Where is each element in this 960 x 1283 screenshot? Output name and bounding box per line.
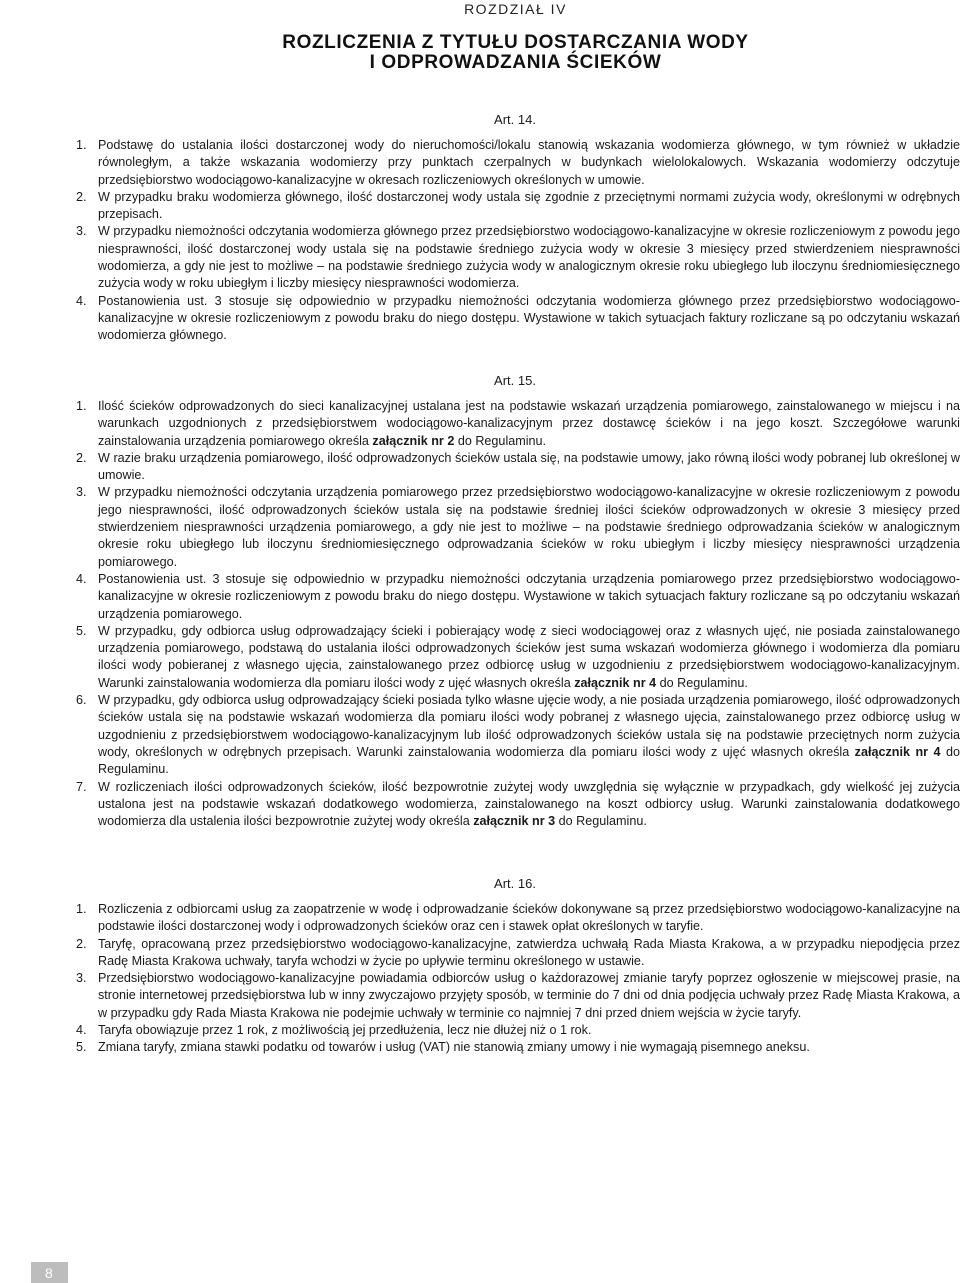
list-item bbox=[70, 223, 960, 292]
item-number: 2. bbox=[76, 189, 87, 204]
article-items bbox=[70, 137, 960, 345]
list-item bbox=[70, 692, 960, 778]
list-item bbox=[70, 901, 960, 936]
item-number: 4. bbox=[76, 571, 87, 586]
page-number: 8 bbox=[45, 1265, 53, 1281]
list-item bbox=[70, 450, 960, 485]
item-text: W przypadku niemożności odczytania wodomierza głównego przez przedsiębiorstwo wodociągowo-kanalizacyjne w okresie rozliczeniowym z powodu jego niesprawności, ilość dostarczonej wody ustala się na podstawie średniego zużycia wody w okresie 3 miesięcy przed stwierdzeniem niesprawności wodomierza, a gdy nie jest to możliwe – na podstawie średniego zużycia wody w analogicznym okresie roku ubiegłego lub iloczynu średniomiesięcznego zużycia wody w roku ubiegłym i liczby miesięcy niesprawności wodomierza. bbox=[98, 224, 960, 291]
item-text: W razie braku urządzenia pomiarowego, ilość odprowadzonych ścieków ustala się, na podstawie umowy, jako równą ilości wody pobranej lub określonej w umowie. bbox=[98, 450, 960, 483]
item-text: W przypadku, gdy odbiorca usług odprowadzający ścieki posiada tylko własne ujęcie wody, a nie posiada urządzenia pomiarowego, ilość odprowadzonych ścieków ustala się na podstawie wskazań wodomierza dla pomiaru ilości wody pobranej z własnego ujęcia, zainstalowanego przez odbiorcę usług w uzgodnieniu z przedsiębiorstwem wodociągowo-kanalizacyjnym lub ilość odprowadzonych ścieków ustala się na podstawie przeciętnych norm zużycia wody, określonych w odrębnych przepisach. Warunki zainstalowania wodomierza dla pomiaru ilości wody z ujęć własnych określa bbox=[98, 693, 960, 759]
page-title bbox=[0, 33, 960, 73]
item-number: 2. bbox=[76, 936, 87, 951]
list-item bbox=[70, 779, 960, 831]
list-item bbox=[70, 623, 960, 692]
article-heading: Art. 15. bbox=[494, 373, 536, 388]
item-number: 1. bbox=[76, 138, 87, 152]
item-text: Postanowienia ust. 3 stosuje się odpowiednio w przypadku niemożności odczytania wodomierza głównego przez przedsiębiorstwo wodociągowo-kanalizacyjne w okresie rozliczeniowym z powodu braku do niego dostępu. Wystawione w takich sytuacjach faktury rozliczane są po odczytaniu wskazań wodomierza głównego. bbox=[98, 293, 960, 343]
chapter-label: ROZDZIAŁ IV bbox=[464, 1, 567, 17]
article-items bbox=[70, 901, 960, 1057]
item-number: 5. bbox=[76, 1040, 87, 1055]
attachment-reference: załącznik nr 2 bbox=[372, 433, 455, 448]
list-item bbox=[70, 189, 960, 224]
list-item bbox=[70, 293, 960, 345]
item-text: Przedsiębiorstwo wodociągowo-kanalizacyjne powiadamia odbiorców usług o każdorazowej zmianie taryfy poprzez ogłoszenie w miejscowej prasie, na stronie internetowej przedsiębiorstwa lub w inny zwyczajowo przyjęty sposób, w terminie do 7 dni od dnia podjęcia uchwały przez Radę Miasta Krakowa, a w przypadku gdy Rada Miasta Krakowa nie podejmie uchwały w terminie co najmniej 7 dni przed dniem wejścia w życie taryfy. bbox=[98, 971, 960, 1020]
item-text-end: do Regulaminu. bbox=[98, 744, 960, 777]
article-heading: Art. 14. bbox=[494, 112, 536, 127]
item-text: W przypadku, gdy odbiorca usług odprowadzający ścieki i pobierający wodę z sieci wodociągowej oraz z własnych ujęć, nie posiada zainstalowanego urządzenia pomiarowego, podstawą do ustalania ilości odprowadzonych ścieków jest suma wskazań wodomierza głównego i wodomierza dla pomiaru ilości wody pobieranej z własnego ujęcia, zainstalowanego przez odbiorcę usług w uzgodnieniu z przedsiębiorstwem wodociągowo-kanalizacyjnym. Warunki zainstalowania wodomierza dla pomiaru ilości wody z ujęć własnych określa bbox=[98, 623, 960, 690]
item-number: 1. bbox=[76, 902, 87, 916]
list-item bbox=[70, 970, 960, 1022]
item-text: Taryfę, opracowaną przez przedsiębiorstwo wodociągowo-kanalizacyjne, zatwierdza uchwałą Rada Miasta Krakowa, a w przypadku niepodjęcia przez Radę Miasta Krakowa uchwały, taryfa wchodzi w życie po upływie terminu określonego w ustawie. bbox=[98, 936, 960, 968]
item-text: Postanowienia ust. 3 stosuje się odpowiednio w przypadku niemożności odczytania urządzenia pomiarowego przez przedsiębiorstwo wodociągowo-kanalizacyjne w okresie rozliczeniowym z powodu braku do niego dostępu. Wystawione w takich sytuacjach faktury rozliczane są po odczytaniu wskazań urządzenia pomiarowego. bbox=[98, 571, 960, 621]
item-number: 2. bbox=[76, 450, 87, 465]
list-item bbox=[70, 936, 960, 971]
item-text: W przypadku braku wodomierza głównego, ilość dostarczonej wody ustala się zgodnie z przeciętnymi normami zużycia wody, określonymi w odrębnych przepisach. bbox=[98, 189, 960, 222]
title-line-2: I ODPROWADZANIA ŚCIEKÓW bbox=[369, 52, 662, 73]
article-14 bbox=[70, 112, 960, 345]
list-item bbox=[70, 137, 960, 189]
item-number: 3. bbox=[76, 485, 87, 500]
item-number: 4. bbox=[76, 1023, 87, 1038]
item-text-end: do Regulaminu. bbox=[454, 433, 547, 448]
item-number: 5. bbox=[76, 623, 87, 638]
item-number: 3. bbox=[76, 971, 87, 986]
article-16 bbox=[70, 876, 960, 1057]
item-text: Podstawę do ustalania ilości dostarczonej wody do nieruchomości/lokalu stanowią wskazania wodomierza głównego, w tym również w układzie równoległym, a także wskazania wodomierzy przy punktach czerpalnych w budynkach wielolokalowych. Wskazania wodomierzy odczytuje przedsiębiorstwo wodociągowo-kanalizacyjne w okresach rozliczeniowych określonych w umowie. bbox=[98, 138, 960, 187]
attachment-reference: załącznik nr 4 bbox=[574, 675, 657, 690]
attachment-reference: załącznik nr 4 bbox=[854, 744, 941, 759]
item-number: 1. bbox=[76, 399, 87, 413]
list-item bbox=[70, 398, 960, 450]
list-item bbox=[70, 571, 960, 623]
article-items bbox=[70, 398, 960, 830]
item-number: 6. bbox=[76, 693, 87, 708]
article-heading: Art. 16. bbox=[494, 876, 536, 891]
item-text-end: do Regulaminu. bbox=[656, 675, 748, 690]
item-text: W rozliczeniach ilości odprowadzonych ścieków, ilość bezpowrotnie zużytej wody uwzględnia się wyłącznie w przypadkach, gdy wielkość jej zużycia ustalona jest na podstawie wskazań dodatkowego wodomierza, zainstalowanego na koszt odbiorcy usług. Warunki zainstalowania dodatkowego wodomierza dla ustalenia ilości bezpowrotnie zużytej wody określa bbox=[98, 779, 960, 829]
attachment-reference: załącznik nr 3 bbox=[473, 814, 556, 829]
item-text: W przypadku niemożności odczytania urządzenia pomiarowego przez przedsiębiorstwo wodociągowo-kanalizacyjne w okresie rozliczeniowym z powodu jego niesprawności, ilość odprowadzonych ścieków ustala się na podstawie średniej ilości ścieków odprowadzonych w okresie 3 miesięcy przed stwierdzeniem niesprawności urządzenia pomiarowego, a gdy nie jest to możliwe – na podstawie średniego odprowadzania ścieków w analogicznym okresie roku ubiegłego lub iloczynu średniomiesięcznego odprowadzania ścieków w roku ubiegłym i liczby miesięcy niesprawności urządzenia pomiarowego. bbox=[98, 485, 960, 569]
item-text: Rozliczenia z odbiorcami usług za zaopatrzenie w wodę i odprowadzanie ścieków dokonywane są przez przedsiębiorstwo wodociągowo-kanalizacyjne na podstawie ilości dostarczonej wody i odprowadzonych ścieków oraz cen i stawek opłat określonych w taryfie. bbox=[98, 902, 960, 934]
article-15 bbox=[70, 373, 960, 830]
item-text-end: do Regulaminu. bbox=[555, 814, 647, 829]
list-item bbox=[70, 1039, 960, 1056]
list-item bbox=[70, 484, 960, 570]
list-item bbox=[70, 1022, 960, 1039]
item-text: Ilość ścieków odprowadzonych do sieci kanalizacyjnej ustalana jest na podstawie wskazań urządzenia pomiarowego, zainstalowanego w miejscu i na warunkach uzgodnionych z przedsiębiorstwem wodociągowo-kanalizacyjnym przez dostawcę ścieków i na jego koszt. Szczegółowe warunki zainstalowania urządzenia pomiarowego określa bbox=[98, 399, 960, 448]
item-text: Taryfa obowiązuje przez 1 rok, z możliwością jej przedłużenia, lecz nie dłużej niż o 1 rok. bbox=[98, 1023, 592, 1038]
title-line-1: ROZLICZENIA Z TYTUŁU DOSTARCZANIA WODY bbox=[282, 32, 749, 53]
item-number: 4. bbox=[76, 293, 87, 308]
item-number: 7. bbox=[76, 779, 87, 794]
item-number: 3. bbox=[76, 224, 87, 239]
item-text: Zmiana taryfy, zmiana stawki podatku od towarów i usług (VAT) nie stanowią zmiany umowy i nie wymagają pisemnego aneksu. bbox=[98, 1040, 810, 1055]
